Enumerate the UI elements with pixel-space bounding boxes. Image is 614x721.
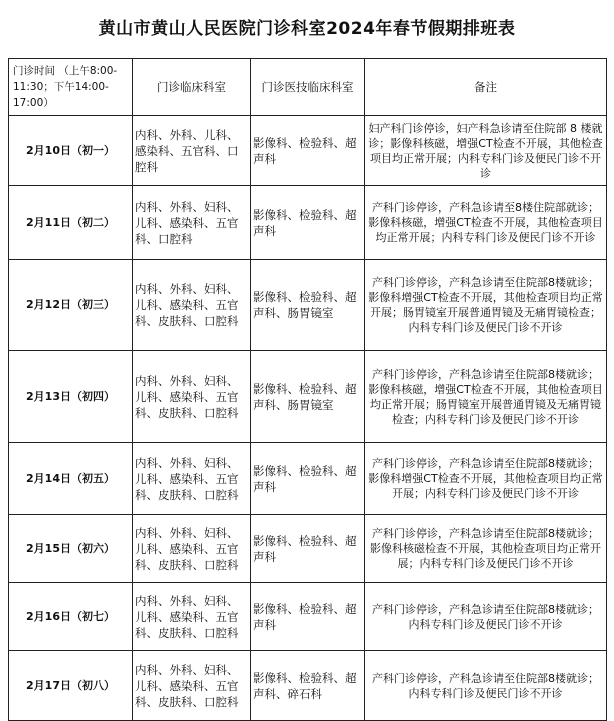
clinical-departments-cell: 内科、外科、妇科、儿科、感染科、五官科、皮肤科、口腔科 xyxy=(133,651,251,721)
medtech-departments-cell: 影像科、检验科、超声科 xyxy=(251,186,365,260)
note-cell: 产科门诊停诊，产科急诊请至住院部8楼就诊；内科专科门诊及便民门诊不开诊 xyxy=(365,651,607,721)
clinical-departments-cell: 内科、外科、妇科、儿科、感染科、五官科、口腔科 xyxy=(133,186,251,260)
medtech-departments-cell: 影像科、检验科、超声科、肠胃镜室 xyxy=(251,351,365,443)
note-cell: 产科门诊停诊，产科急诊请至住院部8楼就诊；影像科核磁检查不开展，其他检查项目均正常开展；内科专科门诊及便民门诊不开诊 xyxy=(365,515,607,583)
medtech-departments-cell: 影像科、检验科、超声科 xyxy=(251,443,365,515)
schedule-table xyxy=(8,58,607,721)
date-cell: 2月17日（初八） xyxy=(9,651,133,721)
table-row xyxy=(9,186,607,260)
date-cell: 2月12日（初三） xyxy=(9,260,133,351)
medtech-departments-cell: 影像科、检验科、超声科 xyxy=(251,116,365,186)
note-cell: 产科门诊停诊，产科急诊请至住院部8楼就诊；影像科核磁，增强CT检查不开展，其他检查项目均正常开展；肠胃镜室开展普通胃镜及无痛胃镜检查；内科专科门诊及便民门诊不开诊 xyxy=(365,351,607,443)
date-cell: 2月11日（初二） xyxy=(9,186,133,260)
note-cell: 产科门诊停诊，产科急诊请至住院部8楼就诊；内科专科门诊及便民门诊不开诊 xyxy=(365,583,607,651)
page-title: 黄山市黄山人民医院门诊科室2024年春节假期排班表 xyxy=(98,19,516,39)
clinical-departments-cell: 内科、外科、妇科、儿科、感染科、五官科、皮肤科、口腔科 xyxy=(133,260,251,351)
table-row xyxy=(9,351,607,443)
header-medtech-departments: 门诊医技临床科室 xyxy=(251,59,365,116)
table-row xyxy=(9,260,607,351)
note-cell: 产科门诊停诊，产科急诊请至住院部8楼就诊；影像科增强CT检查不开展，其他检查项目均正常开展；内科专科门诊及便民门诊不开诊 xyxy=(365,443,607,515)
date-cell: 2月10日（初一） xyxy=(9,116,133,186)
note-cell: 妇产科门诊停诊，妇产科急诊请至住院部 8 楼就诊；影像科核磁，增强CT检查不开展，其他检查项目均正常开展；内科专科门诊及便民门诊不开诊 xyxy=(365,116,607,186)
medtech-departments-cell: 影像科、检验科、超声科、肠胃镜室 xyxy=(251,260,365,351)
medtech-departments-cell: 影像科、检验科、超声科、碎石科 xyxy=(251,651,365,721)
header-clinical-departments: 门诊临床科室 xyxy=(133,59,251,116)
table-row xyxy=(9,116,607,186)
medtech-departments-cell: 影像科、检验科、超声科 xyxy=(251,515,365,583)
header-outpatient-hours: 门诊时间 （上午8:00-11:30；下午14:00-17:00） xyxy=(9,59,133,116)
clinical-departments-cell: 内科、外科、妇科、儿科、感染科、五官科、皮肤科、口腔科 xyxy=(133,443,251,515)
date-cell: 2月13日（初四） xyxy=(9,351,133,443)
table-row xyxy=(9,583,607,651)
table-row xyxy=(9,443,607,515)
table-row xyxy=(9,651,607,721)
date-cell: 2月14日（初五） xyxy=(9,443,133,515)
date-cell: 2月15日（初六） xyxy=(9,515,133,583)
table-row xyxy=(9,515,607,583)
header-notes: 备注 xyxy=(365,59,607,116)
note-cell: 产科门诊停诊，产科急诊请至8楼住院部就诊；影像科核磁，增强CT检查不开展，其他检查项目均正常开展；内科专科门诊及便民门诊不开诊 xyxy=(365,186,607,260)
clinical-departments-cell: 内科、外科、妇科、儿科、感染科、五官科、皮肤科、口腔科 xyxy=(133,583,251,651)
medtech-departments-cell: 影像科、检验科、超声科 xyxy=(251,583,365,651)
clinical-departments-cell: 内科、外科、妇科、儿科、感染科、五官科、皮肤科、口腔科 xyxy=(133,515,251,583)
note-cell: 产科门诊停诊，产科急诊请至住院部8楼就诊；影像科增强CT检查不开展，其他检查项目均正常开展；肠胃镜室开展普通胃镜及无痛胃镜检查；内科专科门诊及便民门诊不开诊 xyxy=(365,260,607,351)
clinical-departments-cell: 内科、外科、儿科、感染科、五官科、口腔科 xyxy=(133,116,251,186)
date-cell: 2月16日（初七） xyxy=(9,583,133,651)
clinical-departments-cell: 内科、外科、妇科、儿科、感染科、五官科、皮肤科、口腔科 xyxy=(133,351,251,443)
header-row xyxy=(9,59,607,116)
